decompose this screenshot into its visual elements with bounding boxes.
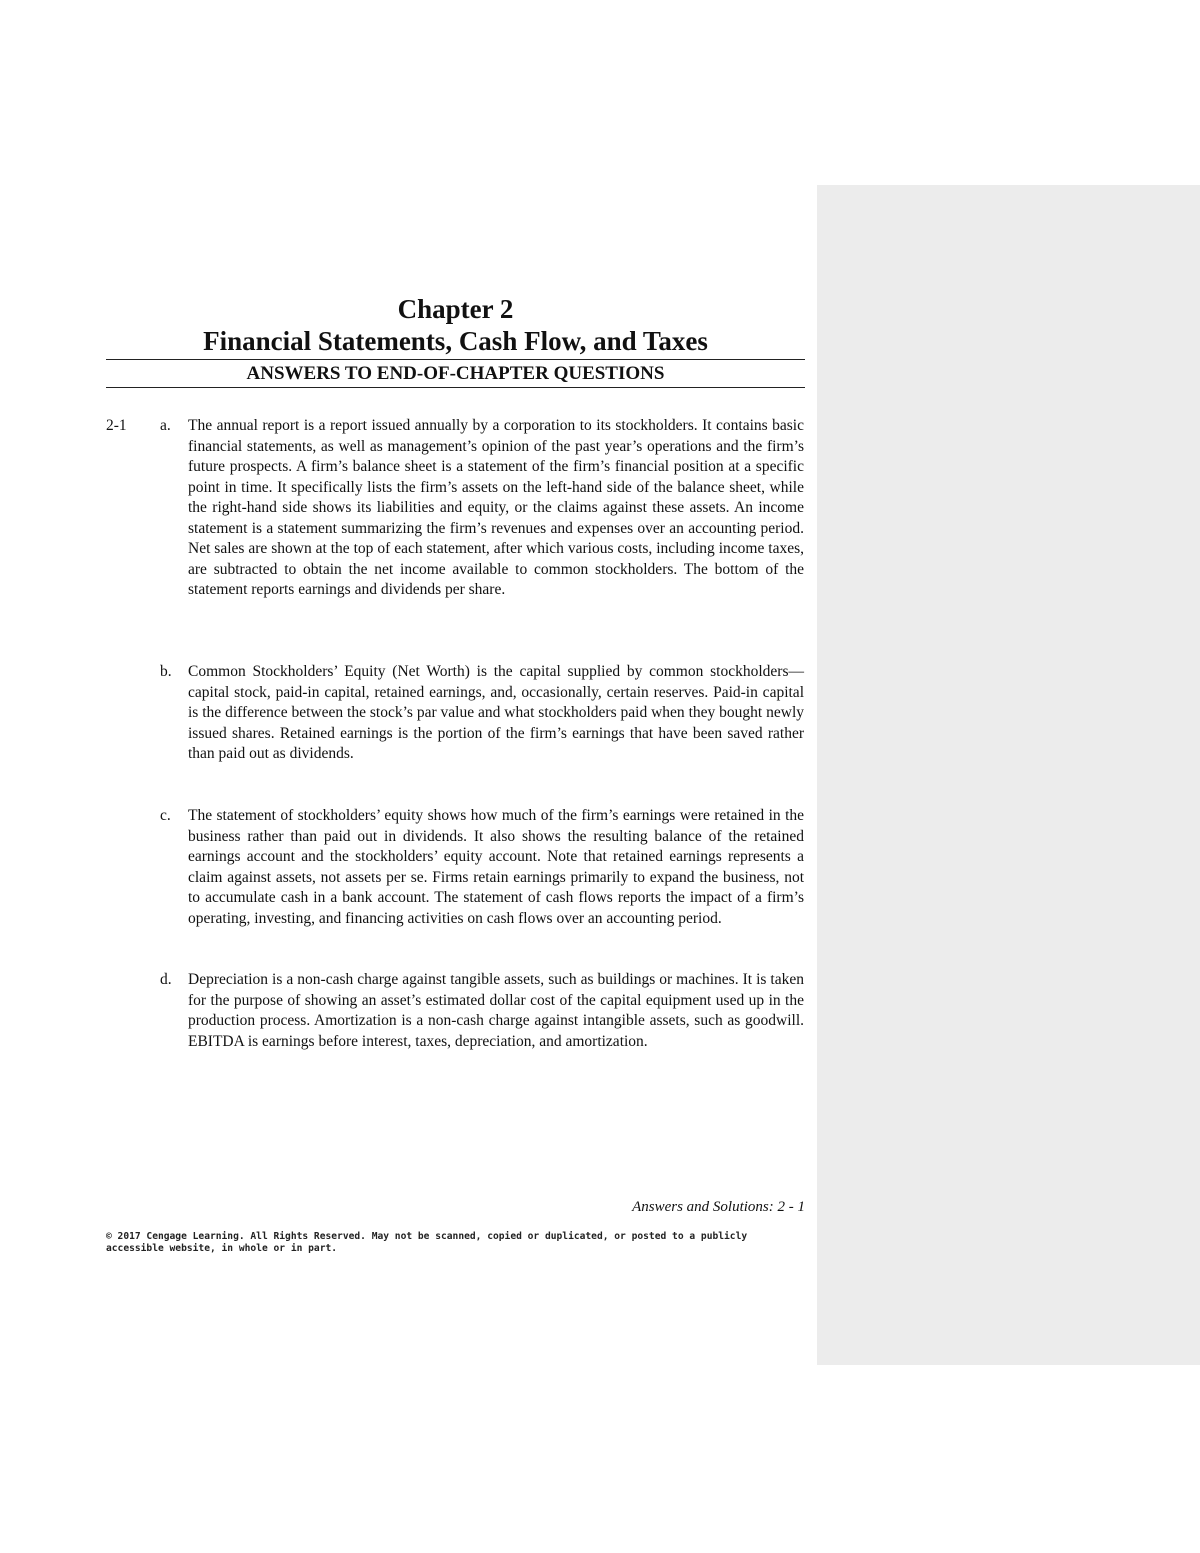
answer-text: Depreciation is a non-cash charge against tangible assets, such as buildings or machines. It is taken for the purpose of showing an asset’s estimated dollar cost of the capital equipment used up in the production process. Amortization is a non-cash charge against intangible assets, such as goodwill. EBITDA is earnings before interest, taxes, depreciation, and amortization. [188, 971, 804, 1050]
answer-text: The statement of stockholders’ equity shows how much of the firm’s earnings were retained in the business rather than paid out in dividends. It also shows the resulting balance of the retained earnings account and the stockholders’ equity account. Note that retained earnings represents a claim against assets, not assets per se. Firms retain earnings primarily to expand the business, not to accumulate cash in a bank account. The statement of cash flows reports the impact of a firm’s operating, investing, and financing activities on cash flows over an accounting period. [188, 807, 804, 927]
answer-letter: d. [160, 971, 172, 988]
comment-pane [817, 185, 1200, 1365]
page-number-label: Answers and Solutions: 2 - 1 [632, 1199, 805, 1215]
answer-item-c [160, 806, 804, 929]
section-title: ANSWERS TO END-OF-CHAPTER QUESTIONS [106, 360, 805, 388]
answer-item-b [160, 662, 804, 765]
answer-letter: a. [160, 417, 171, 434]
page-header [106, 292, 805, 388]
chapter-title: Financial Statements, Cash Flow, and Taxes [106, 326, 805, 360]
answer-item-a [160, 416, 804, 601]
answer-text: Common Stockholders’ Equity (Net Worth) is the capital supplied by common stockholders—capital stock, paid-in capital, retained earnings, and, occasionally, certain reserves. Paid-in capital is the difference between the stock’s par value and what stockholders paid when they bought newly issued shares. Retained earnings is the portion of the firm’s earnings that have been saved rather than paid out as dividends. [188, 663, 804, 762]
question-number: 2-1 [106, 417, 127, 434]
answer-letter: c. [160, 807, 171, 824]
chapter-number: Chapter 2 [397, 294, 514, 324]
copyright-notice: © 2017 Cengage Learning. All Rights Reserved. May not be scanned, copied or duplicated, or posted to a publicly accessible website, in whole or in part. [106, 1231, 748, 1254]
answer-item-d [160, 970, 804, 1052]
answer-letter: b. [160, 663, 172, 680]
answer-text: The annual report is a report issued annually by a corporation to its stockholders. It contains basic financial statements, as well as management’s opinion of the past year’s operations and the firm’s future prospects. A firm’s balance sheet is a statement of the firm’s financial position at a specific point in time. It specifically lists the firm’s assets on the left-hand side of the balance sheet, while the right-hand side shows its liabilities and equity, or the claims against these assets. An income statement is a statement summarizing the firm’s revenues and expenses over an accounting period. Net sales are shown at the top of each statement, after which various costs, including income taxes, are subtracted to obtain the net income available to common stockholders. The bottom of the statement reports earnings and dividends per share. [188, 417, 804, 598]
